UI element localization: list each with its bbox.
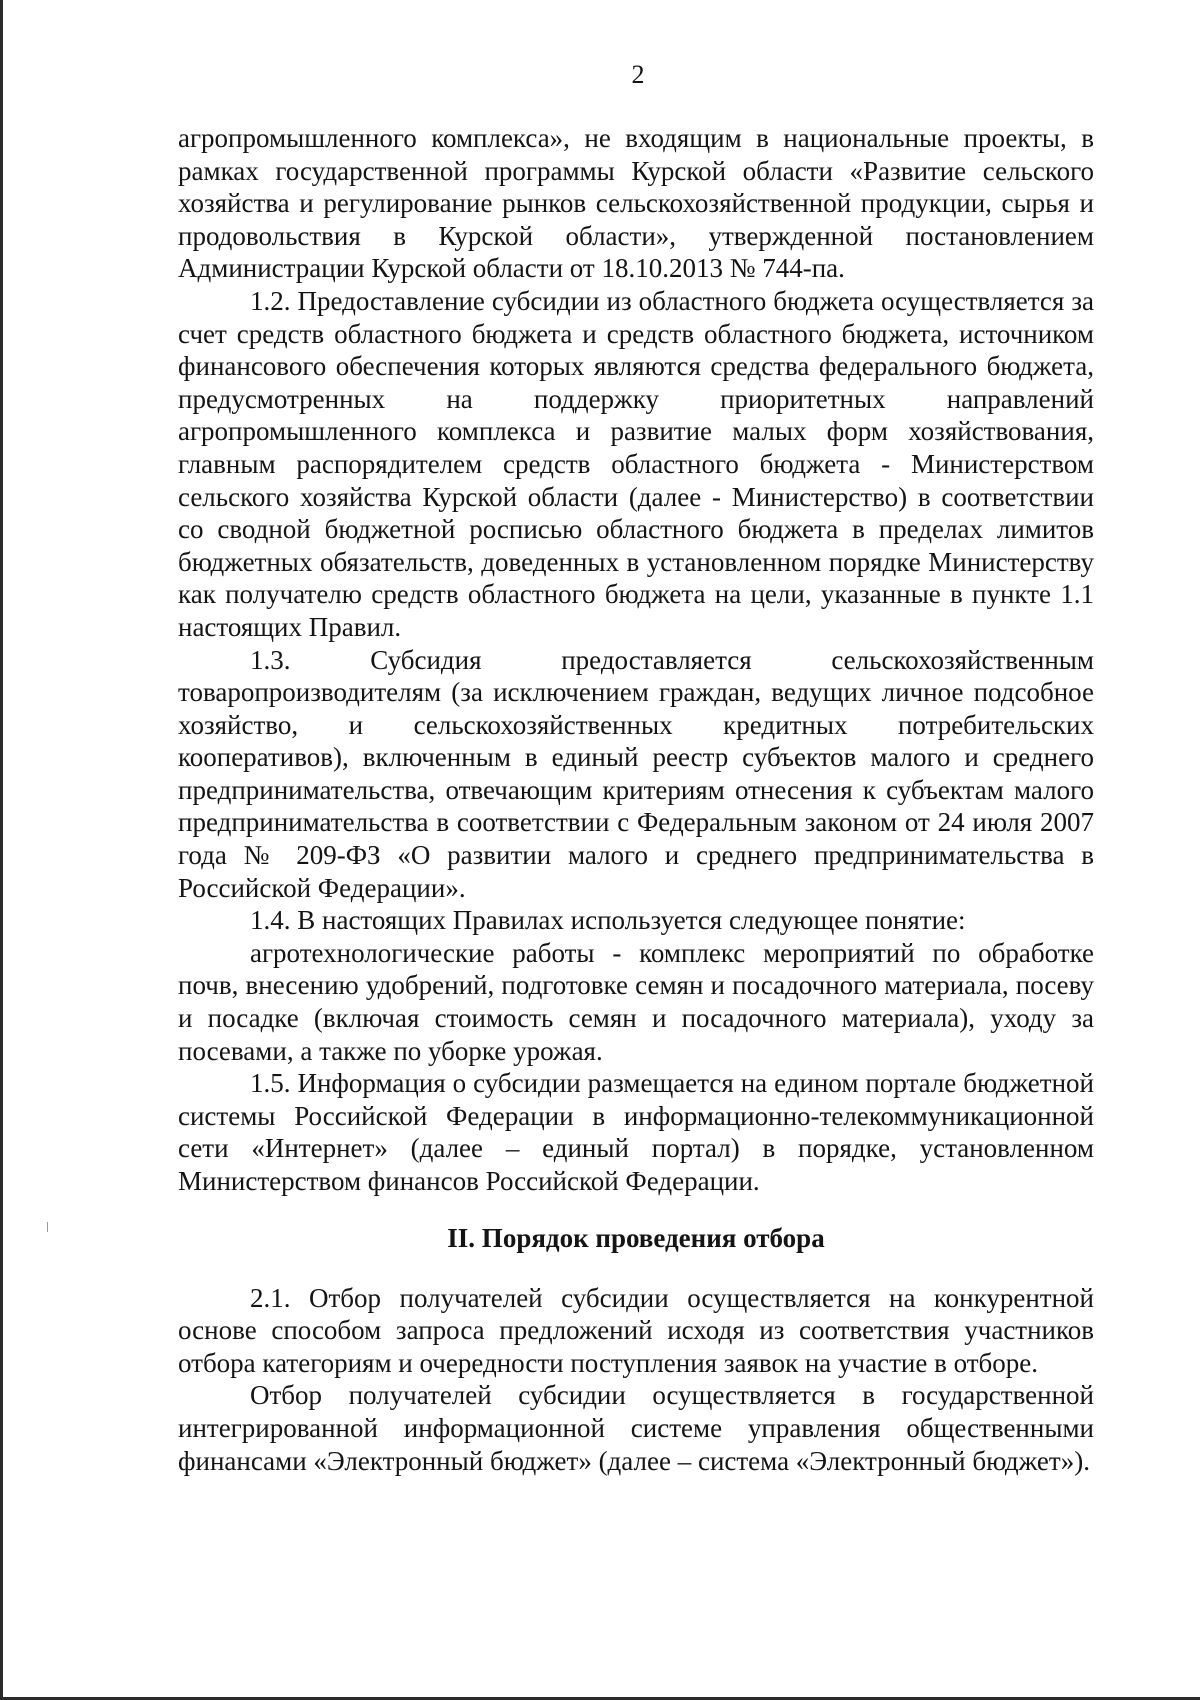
paragraph-definition: агротехнологические работы - комплекс мероприятий по обработке почв, внесению удобрений, подготовке семян и посадочного материала, посеву и посадке (включая стоимость семян и посадочного материала), уходу за посевами, а также по уборке урожая. xyxy=(178,937,1094,1066)
paragraph-1-3: 1.3. Субсидия предоставляется сельскохозяйственным товаропроизводителям (за исключением граждан, ведущих личное подсобное хозяйство, и сельскохозяйственных кредитных потребительских кооперативов), включенным в единый реестр субъектов малого и среднего предпринимательства, отвечающим критериям отнесения к субъектам малого предпринимательства в соответствии с Федеральным законом от 24 июля 2007 года № 209-ФЗ «О развитии малого и среднего предпринимательства в Российской Федерации». xyxy=(178,644,1094,903)
section-heading: II. Порядок проведения отбора xyxy=(447,1222,825,1253)
page-number: 2 xyxy=(631,60,645,89)
paragraph-1-1-continuation: агропромышленного комплекса», не входящим в национальные проекты, в рамках государственной программы Курской области «Развитие сельского хозяйства и регулирование рынков сельскохозяйственной продукции, сырья и продовольствия в Курской области», утвержденной постановлением Администрации Курской области от 18.10.2013 № 744-па. xyxy=(178,123,1094,284)
paragraph-2-1-system: Отбор получателей субсидии осуществляется в государственной интегрированной информационной системе управления общественными финансами «Электронный бюджет» (далее – система «Электронный бюджет»). xyxy=(178,1380,1094,1476)
scan-speck xyxy=(47,1222,48,1232)
paragraph-2-1: 2.1. Отбор получателей субсидии осуществляется на конкурентной основе способом запроса предложений исходя из соответствия участников отбора категориям и очередности поступления заявок на участие в отборе. xyxy=(178,1282,1094,1378)
paragraph-1-2: 1.2. Предоставление субсидии из областного бюджета осуществляется за счет средств областного бюджета и средств областного бюджета, источником финансового обеспечения которых являются средства федерального бюджета, предусмотренных на поддержку приоритетных направлений агропромышленного комплекса и развитие малых форм хозяйствования, главным распорядителем средств областного бюджета - Министерством сельского хозяйства Курской области (далее - Министерство) в соответствии со сводной бюджетной росписью областного бюджета в пределах лимитов бюджетных обязательств, доведенных в установленном порядке Министерству как получателю средств областного бюджета на цели, указанные в пункте 1.1 настоящих Правил. xyxy=(178,285,1094,642)
document-body xyxy=(178,122,1094,1477)
scan-left-edge xyxy=(0,0,3,1700)
paragraph-1-4: 1.4. В настоящих Правилах используется следующее понятие: xyxy=(250,905,966,936)
paragraph-1-5: 1.5. Информация о субсидии размещается на едином портале бюджетной системы Российской Федерации в информационно-телекоммуникационной сети «Интернет» (далее – единый портал) в порядке, установленном Министерством финансов Российской Федерации. xyxy=(178,1068,1094,1196)
